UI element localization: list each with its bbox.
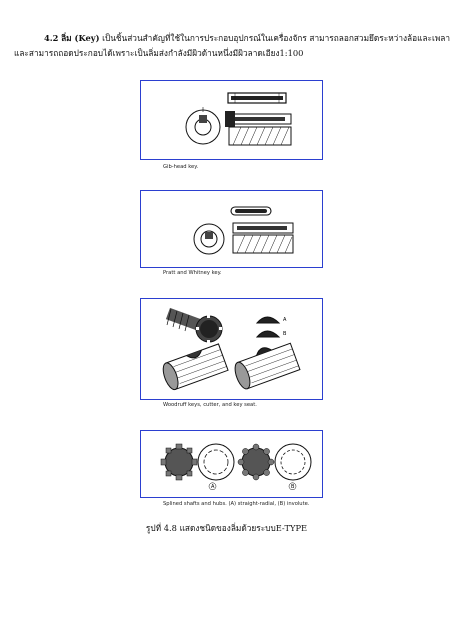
paragraph-line-2: และสามารถถอดประกอบได้เพราะเป็นลิ่มส่งกำลังมีผิวด้านหนึ่งมีผิวลาดเอียง1:100 <box>14 48 304 58</box>
caption-gib-head-key: Gib-head key. <box>163 164 199 170</box>
intro-paragraph <box>14 31 451 61</box>
spline-label-b: B <box>291 484 295 490</box>
figure-gib-head-key <box>140 80 323 160</box>
spline-label-a: A <box>211 484 215 490</box>
splined-shafts-drawing <box>141 431 322 497</box>
section-number: 4.2 <box>44 33 59 43</box>
caption-splined-shafts: Splined shafts and hubs. (A) straight-radial, (B) involute. <box>163 501 310 507</box>
woodruff-keys-drawing <box>141 299 322 399</box>
figure-splined-shafts <box>140 430 323 498</box>
pratt-whitney-key-drawing <box>141 191 322 267</box>
caption-pratt-whitney-key: Pratt and Whitney key. <box>163 270 222 276</box>
caption-woodruff-keys: Woodruff keys, cutter, and key seat. <box>163 402 257 408</box>
woodruff-label-b: B <box>283 331 287 337</box>
paragraph-line-1-text: เป็นชิ้นส่วนสำคัญที่ใช้ในการประกอบอุปกรณ์ในเครื่องจักร สามารถลอกสวมยึดระหว่างล้อและเพลา <box>102 33 451 43</box>
woodruff-label-a: A <box>283 317 287 323</box>
figure-woodruff-keys <box>140 298 323 400</box>
figure-pratt-whitney-key <box>140 190 323 268</box>
paragraph-line-1 <box>14 31 451 46</box>
gib-head-key-drawing <box>141 81 322 159</box>
key-term: ลิ่ม (Key) <box>61 33 100 43</box>
figure-caption: รูปที่ 4.8 แสดงชนิดของลิ่มด้วยระบบE-TYPE <box>145 523 308 533</box>
